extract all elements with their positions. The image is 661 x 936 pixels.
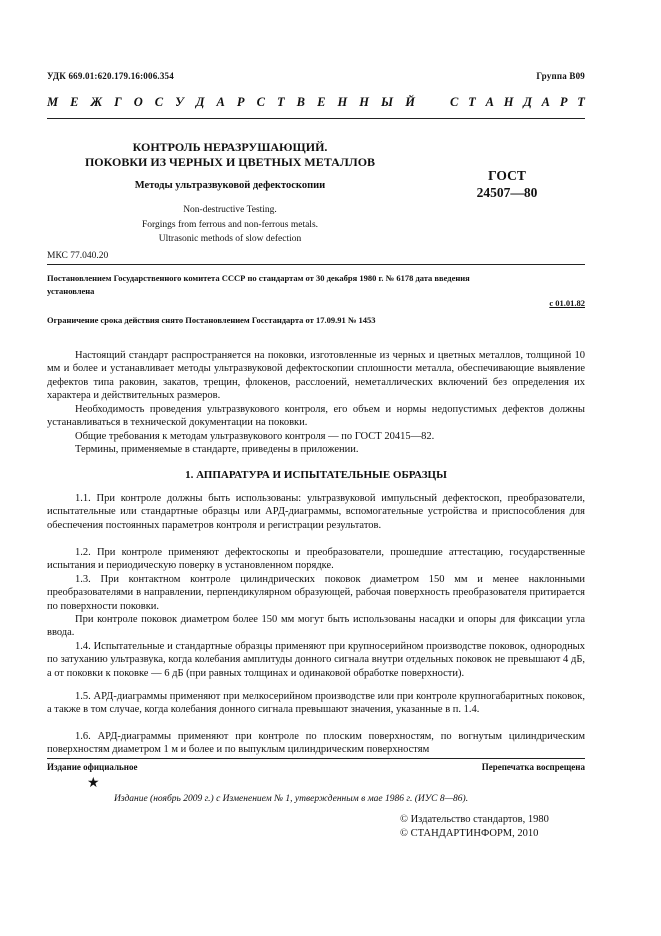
banner-letter: Д bbox=[523, 95, 532, 109]
clause-1-1: 1.1. При контроле должны быть использованы: ультразвуковой импульсный дефектоскоп, преобразователи, испытательные или стандартные образцы или АРД-диаграммы, вспомогательные устройства и приспособления для обеспечения постоянных параметров контроля и регистрации результатов. bbox=[47, 493, 585, 531]
decree-line-1: Постановлением Государственного комитета СССР по стандартам от 30 декабря 1980 г. № 6178 дата введения bbox=[47, 273, 470, 283]
banner-letter: Н bbox=[359, 95, 369, 109]
banner-letter: Й bbox=[405, 95, 415, 109]
banner-letter: Т bbox=[468, 95, 476, 109]
reprint-prohibited-label: Перепечатка воспрещена bbox=[481, 762, 585, 772]
banner-letter: Ы bbox=[381, 95, 394, 109]
edition-note: Издание (ноябрь 2009 г.) с Изменением № 1, утвержденным в мае 1986 г. (ИУС 8—86). bbox=[114, 794, 469, 804]
banner-letter: А bbox=[216, 95, 225, 109]
clause-1-3: 1.3. При контактном контроле цилиндрических поковок диаметром 150 мм и менее наклонными преобразователями в направлении, перпендикулярном образующей, рабочая поверхность преобразователя притирается по поверхности поковки. bbox=[47, 574, 585, 612]
banner-letter: А bbox=[541, 95, 551, 109]
banner-letter: Е bbox=[317, 95, 326, 109]
english-title-2: Forgings from ferrous and non-ferrous metals. bbox=[141, 220, 319, 230]
banner-letter: Д bbox=[195, 95, 205, 109]
english-title-1: Non-destructive Testing. bbox=[183, 205, 277, 215]
limitation-note: Ограничение срока действия снято Постановлением Госстандарта от 17.09.91 № 1453 bbox=[47, 315, 376, 325]
intro-paragraph-1: Настоящий стандарт распространяется на поковки, изготовленные из черных и цветных металлов, толщиной 10 мм и более и устанавливает методы ультразвуковой дефектоскопии сплошности металла, обеспечивающие выявление дефектов типа раковин, закатов, трещин, флокенов, расслоений, неметаллических включений без определения их характера и действительных размеров. bbox=[47, 350, 585, 402]
footer-divider bbox=[47, 758, 585, 759]
gost-number: 24507—80 bbox=[476, 185, 538, 200]
intro-paragraph-4: Термины, применяемые в стандарте, приведены в приложении. bbox=[75, 444, 359, 455]
clause-1-2: 1.2. При контроле применяют дефектоскопы и преобразователи, прошедшие аттестацию, государственные испытания и периодическую поверку в установленном порядке. bbox=[47, 547, 585, 572]
group-code: Группа В09 bbox=[536, 71, 585, 81]
section-1-title: 1. АППАРАТУРА И ИСПЫТАТЕЛЬНЫЕ ОБРАЗЦЫ bbox=[185, 469, 447, 481]
official-edition-label: Издание официальное bbox=[47, 762, 138, 772]
mks-code: МКС 77.040.20 bbox=[47, 251, 109, 261]
banner-letter: Г bbox=[114, 95, 122, 109]
banner-letter: М bbox=[47, 95, 59, 109]
title-divider bbox=[47, 264, 585, 265]
banner-word-2 bbox=[450, 95, 585, 110]
gost-label: ГОСТ bbox=[488, 168, 526, 183]
banner-letter: А bbox=[485, 95, 494, 109]
header-divider bbox=[47, 118, 585, 119]
banner-letter: У bbox=[175, 95, 184, 109]
intro-paragraph-2: Необходимость проведения ультразвукового контроля, его объем и нормы недопустимых дефектов должны устанавливаться в технической документации на поковки. bbox=[47, 404, 585, 429]
banner-letter: Т bbox=[577, 95, 585, 109]
banner-letter: С bbox=[450, 95, 459, 109]
banner-letter: С bbox=[256, 95, 265, 109]
clause-1-6: 1.6. АРД-диаграммы применяют при контроле по плоским поверхностям, по вогнутым цилиндрическим поверхностям диаметром 1 м и более и по выпуклым цилиндрическим поверхностям bbox=[47, 731, 585, 756]
title-line-2: ПОКОВКИ ИЗ ЧЕРНЫХ И ЦВЕТНЫХ МЕТАЛЛОВ bbox=[84, 155, 376, 169]
title-line-1: КОНТРОЛЬ НЕРАЗРУШАЮЩИЙ. bbox=[132, 140, 328, 154]
english-title-3: Ultrasonic methods of slow defection bbox=[158, 234, 302, 244]
banner-letter: Ж bbox=[90, 95, 103, 109]
clause-1-5: 1.5. АРД-диаграммы применяют при мелкосерийном производстве или при контроле крупногабаритных поковок, а также в том случае, когда колебания донного сигнала превышают значения, указанные в п. 1.4. bbox=[47, 691, 585, 716]
clause-1-4: 1.4. Испытательные и стандартные образцы применяют при крупносерийном производстве поковок, однородных по затуханию ультразвука, когда колебания амплитуды донного сигнала внутри отдельных поковок не превышают 4 дБ, а от поковки к поковке — 6 дБ (при равных толщинах и одинаковой обработке поверхности). bbox=[47, 641, 585, 679]
clause-1-3-continued: При контроле поковок диаметром более 150 мм могут быть использованы насадки и опоры для фиксации угла ввода. bbox=[47, 614, 585, 639]
introduction-date: с 01.01.82 bbox=[549, 298, 585, 308]
banner-letter: О bbox=[133, 95, 143, 109]
banner-letter: Т bbox=[276, 95, 285, 109]
banner-word-1 bbox=[47, 95, 415, 110]
banner-letter: Р bbox=[236, 95, 245, 109]
subtitle: Методы ультразвуковой дефектоскопии bbox=[134, 180, 326, 191]
copyright-line-2: © СТАНДАРТИНФОРМ, 2010 bbox=[400, 828, 539, 839]
star-icon: ★ bbox=[87, 775, 100, 791]
udk-code: УДК 669.01:620.179.16:006.354 bbox=[47, 71, 174, 81]
interstate-standard-banner bbox=[47, 95, 585, 110]
banner-letter: Р bbox=[559, 95, 568, 109]
banner-letter: Е bbox=[70, 95, 79, 109]
banner-letter: Н bbox=[337, 95, 348, 109]
copyright-line-1: © Издательство стандартов, 1980 bbox=[400, 814, 549, 825]
banner-letter: С bbox=[154, 95, 164, 109]
intro-paragraph-3: Общие требования к методам ультразвукового контроля — по ГОСТ 20415—82. bbox=[75, 431, 435, 442]
banner-letter: В bbox=[296, 95, 306, 109]
decree-line-2: установлена bbox=[47, 286, 95, 296]
banner-letter: Н bbox=[503, 95, 514, 109]
